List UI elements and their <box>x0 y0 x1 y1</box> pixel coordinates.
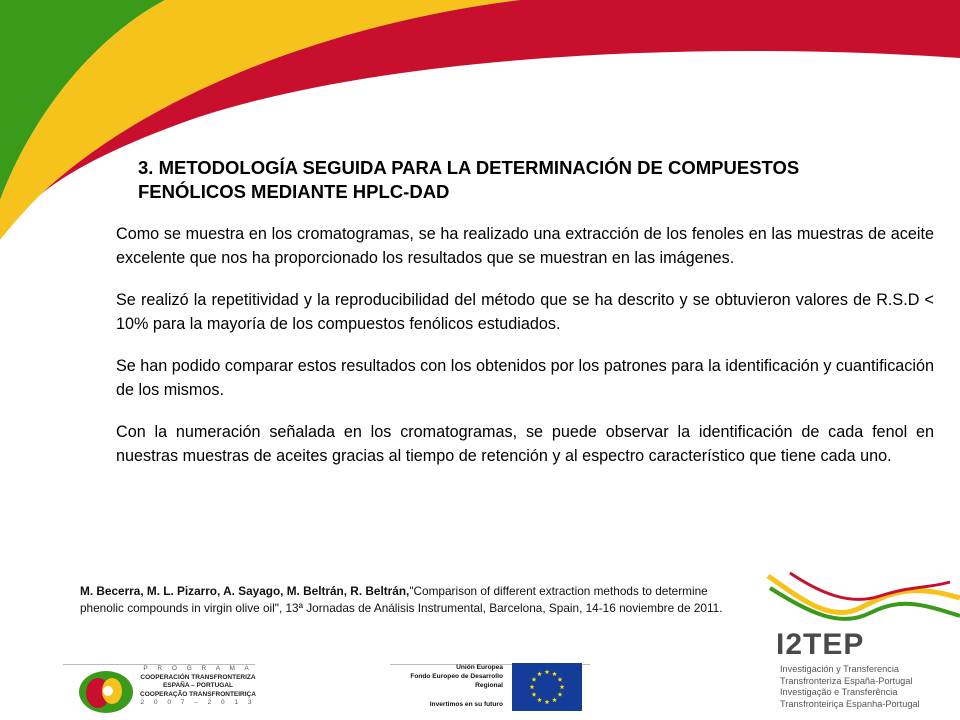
poctep-line: COOPERAÇÃO TRANSFRONTEIRIÇA <box>140 690 256 698</box>
eu-funding-logo <box>395 663 595 718</box>
i2tep-line: Transfronteriza España-Portugal <box>780 675 913 686</box>
poctep-line: 2 0 0 7 – 2 0 1 3 <box>140 699 256 706</box>
poctep-logo <box>78 665 258 717</box>
reference-authors: M. Becerra, M. L. Pizarro, A. Sayago, M. Beltrán, R. Beltrán, <box>80 584 410 598</box>
body-text <box>116 222 934 486</box>
poctep-line: ESPAÑA – PORTUGAL <box>162 682 234 689</box>
eu-flag-icon <box>512 663 582 711</box>
i2tep-line: Transfronteiriça Espanha-Portugal <box>780 698 920 709</box>
eu-line: Regional <box>475 682 503 689</box>
reference <box>80 583 750 617</box>
poctep-line: P R O G R A M A <box>143 665 253 672</box>
eu-line: Unión Europea <box>456 664 503 671</box>
decorative-swoosh <box>0 0 960 260</box>
eu-tagline: Invertimos en su futuro <box>429 701 503 708</box>
section-title <box>138 156 928 204</box>
paragraph: Se realizó la repetitividad y la reproducibilidad del método que se ha descrito y se obtuvieron valores de R.S.D < 10% para la mayoría de los compuestos fenólicos estudiados. <box>116 291 934 333</box>
paragraph: Como se muestra en los cromatogramas, se ha realizado una extracción de los fenoles en las muestras de aceite excelente que nos ha proporcionado los resultados que se muestran en las imágenes. <box>116 225 934 267</box>
i2tep-line: Investigação e Transferência <box>780 687 898 697</box>
i2tep-name: I2TEP <box>776 628 865 661</box>
reference-citation: "Comparison of different extraction methods to determine phenolic compounds in virgin olive oil", 13ª Jornadas de Análisis Instrumental, Barcelona, Spain, 14-16 noviembre de 2011. <box>80 584 723 615</box>
poctep-mark-icon <box>78 669 134 715</box>
paragraph: Se han podido comparar estos resultados con los obtenidos por los patrones para la identificación y cuantificación de los mismos. <box>116 357 934 399</box>
i2tep-logo <box>760 568 960 720</box>
section-title-line1: 3. METODOLOGÍA SEGUIDA PARA LA DETERMINACIÓN DE COMPUESTOS <box>138 157 800 178</box>
poctep-text <box>138 665 258 708</box>
section-title-line2: FENÓLICOS MEDIANTE HPLC-DAD <box>138 181 450 202</box>
i2tep-line: Investigación y Transferencia <box>780 664 899 674</box>
eu-line: Fondo Europeo de Desarrollo <box>410 673 503 680</box>
paragraph: Con la numeración señalada en los cromatogramas, se puede observar la identificación de cada fenol en nuestras muestras de aceites gracias al tiempo de retención y al espectro característico que tiene cada uno. <box>116 423 934 465</box>
poctep-line: COOPERACIÓN TRANSFRONTERIZA <box>140 673 256 681</box>
i2tep-text <box>780 664 960 710</box>
eu-text <box>395 663 503 709</box>
